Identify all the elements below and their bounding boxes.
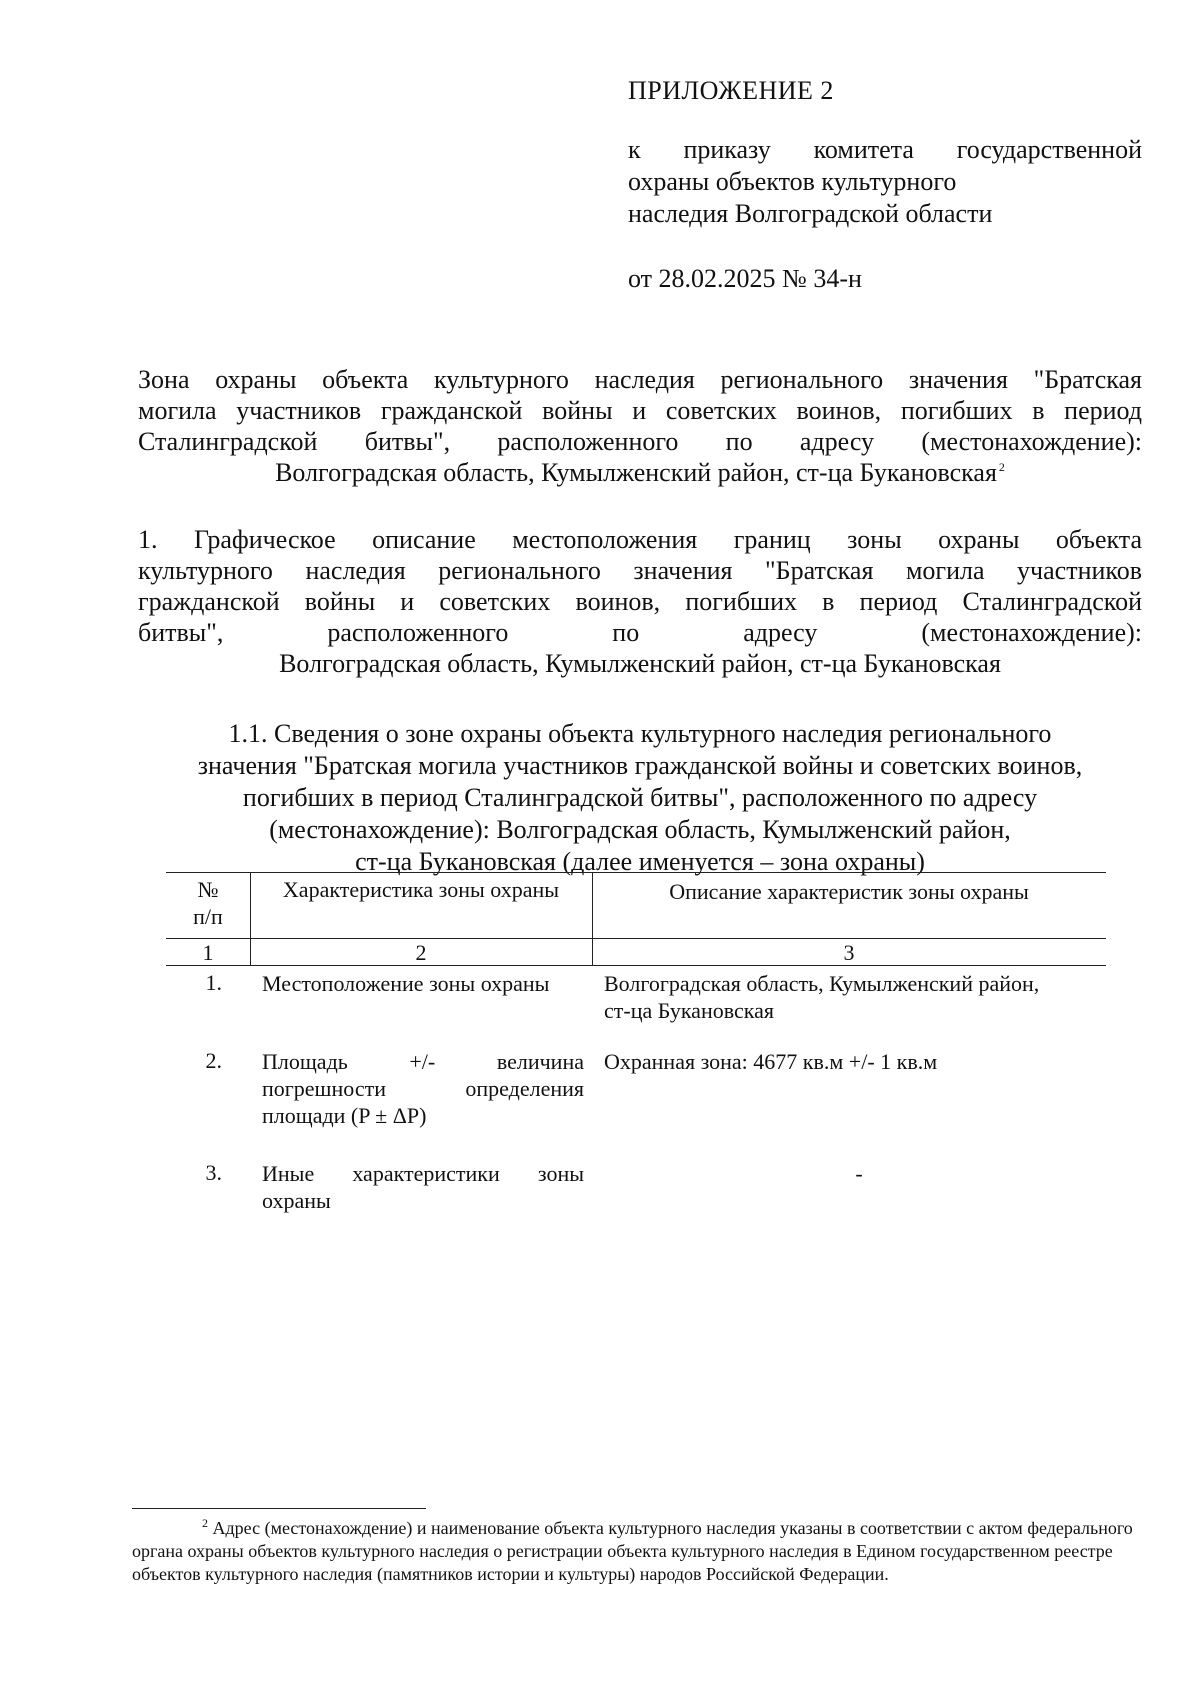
footnote-mark: 2 [202, 1516, 208, 1530]
title-line: Зона охраны объекта культурного наследия регионального значения "Братская [138, 365, 1142, 394]
description-line: ст-ца Букановская [604, 998, 774, 1023]
characteristic-line: площади (P ± ΔP) [262, 1103, 427, 1128]
appendix-title: ПРИЛОЖЕНИЕ 2 [628, 76, 834, 105]
row-number: 3. [205, 1160, 222, 1185]
section-1-line: 1. Графическое описание местоположения границ зоны охраны объекта [138, 525, 1142, 554]
footnote [132, 1517, 1142, 1586]
row-characteristic [262, 1160, 584, 1214]
title-line-last [138, 457, 1142, 488]
section-1-line: культурного наследия регионального значения "Братская могила участников [138, 556, 1142, 585]
col-number: 3 [843, 940, 855, 965]
table-rule-top [166, 872, 1106, 873]
order-ref-line: наследия Волгоградской области [628, 199, 993, 228]
document-title [138, 364, 1142, 488]
title-line: Волгоградская область, Кумылженский район, ст-ца Букановская [275, 458, 997, 487]
section-1-1-line: 1.1. Сведения о зоне охраны объекта культурного наследия регионального [228, 719, 1052, 748]
footnote-mark: 2 [998, 460, 1005, 475]
row-characteristic [262, 1048, 584, 1129]
row-characteristic [262, 970, 584, 997]
header-description: Описание характеристик зоны охраны [669, 879, 1029, 904]
order-ref-line: охраны объектов культурного [628, 167, 957, 196]
section-1-line: гражданской войны и советских воинов, погибших в период Сталинградской [138, 587, 1142, 616]
section-1-line: Волгоградская область, Кумылженский район, ст-ца Букановская [279, 649, 1001, 678]
section-1-1-line: ст-ца Букановская (далее именуется – зона охраны) [355, 847, 925, 876]
characteristic-line: Площадь +/- величина [262, 1049, 584, 1074]
col-number: 2 [415, 940, 427, 965]
footnote-text: Адрес (местонахождение) и наименование объекта культурного наследия указаны в соответствии с актом федерального органа охраны объектов культурного наследия о регистрации объекта культурного наследия в Едином государственном реестре объектов культурного наследия (памятников истории и культуры) народов Российской Федерации. [132, 1518, 1133, 1584]
zone-table-header [166, 872, 1106, 967]
section-1-1-line: погибших в период Сталинградской битвы", расположенного по адресу [242, 783, 1038, 812]
header-num-abbr: п/п [193, 904, 223, 929]
order-ref-line: к приказу комитета государственной [628, 135, 1142, 164]
characteristic-line: погрешности определения [262, 1076, 584, 1101]
section-1-1-heading [138, 718, 1142, 878]
section-1-line: битвы", расположенного по адресу (местонахождение): [138, 618, 1142, 647]
characteristic-line: охраны [262, 1188, 331, 1213]
row-description [604, 970, 1114, 1024]
characteristic-line: Иные характеристики зоны [262, 1161, 584, 1186]
characteristic-line: Местоположение зоны охраны [262, 971, 550, 996]
row-number: 1. [205, 970, 222, 995]
col-number: 1 [202, 940, 214, 965]
row-description [604, 1160, 1114, 1187]
header-characteristic: Характеристика зоны охраны [282, 877, 560, 902]
description-line: Охранная зона: 4677 кв.м +/- 1 кв.м [604, 1049, 938, 1074]
footnote-separator [132, 1508, 426, 1509]
title-line: могила участников гражданской войны и советских воинов, погибших в период [138, 396, 1142, 425]
order-date: от 28.02.2025 № 34-н [628, 264, 862, 293]
header-num [166, 876, 250, 930]
description-line: Волгоградская область, Кумылженский район, [604, 971, 1040, 996]
section-1-heading [138, 524, 1142, 679]
section-1-1-line: (местонахождение): Волгоградская область, Кумылженский район, [269, 815, 1011, 844]
order-reference [628, 134, 1142, 230]
description-line: - [855, 1161, 863, 1186]
row-number: 2. [205, 1048, 222, 1073]
section-1-1-line: значения "Братская могила участников гражданской войны и советских воинов, [197, 751, 1083, 780]
title-line: Сталинградской битвы", расположенного по адресу (местонахождение): [138, 427, 1142, 456]
row-description [604, 1048, 1114, 1075]
header-num-symbol: № [197, 877, 219, 902]
